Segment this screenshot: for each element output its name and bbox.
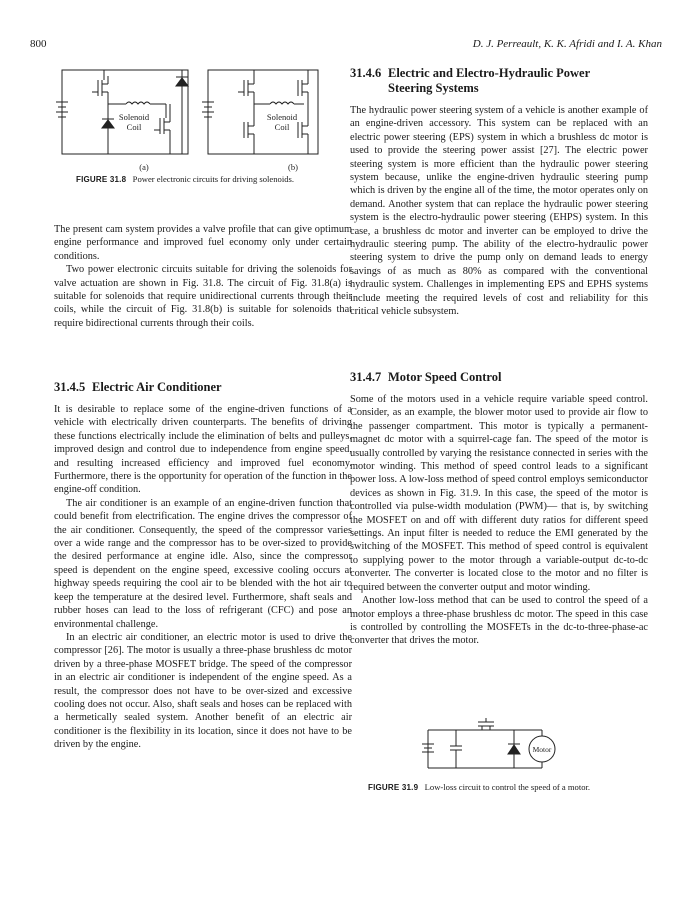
intro-paragraph-2: Two power electronic circuits suitable for driving the solenoids for valve actuation are shown in Fig. 31.8. The circuit of Fig. 31.8(a) is suitable for solenoids that require unidirectional currents through their coils, while the circuit of Fig. 31.8(b) is suitable for solenoids that require bidirectional currents through their coils. [54,264,352,329]
figure-31-9-caption-text: Low-loss circuit to control the speed of a motor. [424,782,591,792]
motor-label: Motor [532,745,552,754]
section-31-4-5-title: Electric Air Conditioner [92,380,222,394]
page-number: 800 [30,38,47,50]
section-31-4-6 [350,66,648,319]
section-31-4-7-number: 31.4.7 [350,370,382,384]
figure-31-9-label: FIGURE 31.9 [368,783,419,792]
panel-a-coil-label-1: Solenoid [118,112,150,122]
section-31-4-6-number: 31.4.6 [350,66,382,80]
section-31-4-7-paragraph-2: Another low-loss method that can be used to control the speed of a motor employs a three-phase brushless dc motor. The speed in this case is controlled by controlling the MOSFETs in the dc-to-three-phase-ac converter that drives the motor. [350,595,648,647]
intro-paragraph-1: The present cam system provides a valve profile that can give optimum engine performance and improved fuel economy only under certain conditions. [54,224,352,262]
section-31-4-6-title-line1: Electric and Electro-Hydraulic Power [388,66,591,80]
section-31-4-5-heading [54,380,352,395]
section-31-4-7 [350,370,648,648]
section-31-4-5-paragraph-1: It is desirable to replace some of the engine-driven functions of a vehicle with electrically driven counterparts. The benefits of driving these functions electrically include the elimination of belts and pulleys, improved design and control due to independence from engine speed, and resulting increased efficiency and improved fuel economy. Furthermore, there is the opportunity for operation of the function in the engine-off condition. [54,404,352,496]
section-31-4-6-title-line2: Steering Systems [388,81,479,95]
section-31-4-6-heading [350,66,648,96]
section-31-4-5-number: 31.4.5 [54,380,86,394]
figure-31-9-diagram [418,718,578,778]
section-31-4-5-paragraph-3: In an electric air conditioner, an electric motor is used to drive the compressor [26]. The motor is usually a three-phase brushless dc motor driven by a three-phase MOSFET bridge. The speed of the compressor in an electric air conditioner is independent of the engine speed. As a result, the compressor does not have to be over-sized and excessive cooling does not occur. Also, shaft seals and hoses can be replaced with a hermetically sealed system. Another benefit of an electric air conditioner is the flexibility in its location, since it does not have to be driven by the engine. [54,631,352,751]
section-31-4-7-title: Motor Speed Control [388,370,502,384]
running-header-authors: D. J. Perreault, K. K. Afridi and I. A. Khan [472,38,662,50]
figure-31-8-diagram [54,66,326,174]
figure-31-8-caption-text: Power electronic circuits for driving solenoids. [132,174,295,184]
section-31-4-7-heading [350,370,648,385]
figure-31-8 [54,66,326,186]
figure-31-9-caption [368,782,658,793]
left-column-intro [54,223,352,330]
panel-b-tag: (b) [288,162,298,172]
section-31-4-5-paragraph-2: The air conditioner is an example of an engine-driven function that could benefit from electrification. The engine drives the compressor of the air conditioner. Consequently, the speed of the compressor varies over a wide range and the compressor has to be over-sized to provide the desired performance at engine idle. Also, since the compressor speed is dependent on the engine speed, excessive cooling occurs at highway speeds requiring the cool air to be blended with the hot air to keep the temperature at the desired level. Furthermore, shaft seals and rubber hoses can lead to the loss of refrigerant (CFC) and pose an environmental challenge. [54,497,352,630]
section-31-4-5 [54,380,352,752]
panel-a-tag: (a) [139,162,149,172]
section-31-4-7-paragraph-1: Some of the motors used in a vehicle require variable speed control. Consider, as an example, the blower motor used to provide air flow to the passenger compartment. This motor is typically a permanent-magnet dc motor with a squirrel-cage fan. The speed of the motor is usually controlled by varying the resistance connected in series with the motor winding. This method of speed control leads to a significant power loss. A low-loss method of speed control employs semiconductor devices as shown in Fig. 31.9. In this case, the speed of the motor is controlled via pulse-width modulation (PWM)— that is, by switching the MOSFET on and off with different duty ratios for different speed settings. An input filter is needed to reduce the EMI generated by the switching of the MOSFET. This method of speed control is equivalent to supplying power to the motor through a variable-output dc-to-dc converter. The converter is located close to the motor and no filter is required between the converter output and motor winding. [350,394,648,593]
figure-31-8-label: FIGURE 31.8 [76,175,127,184]
panel-b-coil-label-1: Solenoid [266,112,298,122]
section-31-4-6-paragraph-1: The hydraulic power steering system of a vehicle is another example of an engine-driven accessory. This system can be replaced with an electric power steering (EPS) system in which a brushless dc motor is used to provide the steering power assist [27]. The electric power steering system is more efficient than the hydraulic power steering system because, unlike the engine-driven hydraulic steering pump which is driven by the engine all of the time, the motor operates only on demand. Another system that can replace the hydraulic power steering system is the electro-hydraulic power steering (EHPS) system. In this case, a brushless dc motor and inverter can be employed to drive the hydraulic steering pump. The ability of the electro-hydraulic power steering system to drive the pump only on demand leads to energy savings of as much as 80% as compared with the conventional hydraulic system. Challenges in implementing EPS and EPHS systems include meeting the required levels of cost and reliability for this critical vehicle subsystem. [350,105,648,318]
panel-b-circuit [202,70,318,154]
panel-b-coil-label-2: Coil [274,122,290,132]
figure-31-8-caption [76,174,336,185]
figure-31-9 [418,718,578,778]
panel-a-coil-label-2: Coil [126,122,142,132]
